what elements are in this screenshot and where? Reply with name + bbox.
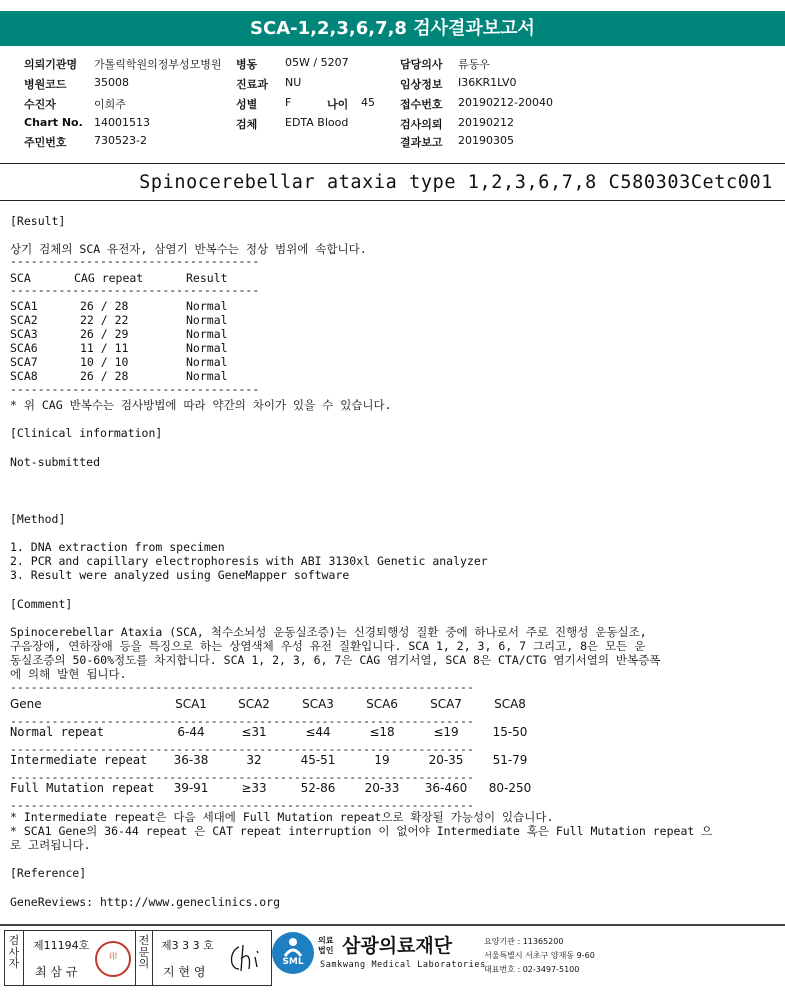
- gene-table-cell: ≤31: [241, 725, 267, 739]
- gene-table-cell: SCA8: [494, 697, 526, 711]
- result-row-sca: SCA2: [10, 313, 38, 327]
- gene-table-cell: 6-44: [177, 725, 205, 739]
- result-row-sca: SCA6: [10, 341, 38, 355]
- result-row-cag: 22 / 22: [80, 313, 129, 327]
- inspector-license: 제11194호: [33, 939, 90, 952]
- gene-table-cell: Intermediate repeat: [10, 753, 148, 767]
- gene-table-cell: 20-35: [428, 753, 464, 767]
- result-row-sca: SCA7: [10, 355, 38, 369]
- age-value: 45: [361, 96, 375, 109]
- receipt-no-value: 20190212-20040: [458, 96, 553, 109]
- gene-table-rule: -------------------------------------------------------------------: [10, 770, 474, 784]
- logo-figure-icon: [280, 936, 306, 958]
- gene-table-cell: 52-86: [300, 781, 336, 795]
- gene-table-cell: Gene: [10, 697, 42, 711]
- gene-table-cell: SCA2: [238, 697, 270, 711]
- patient-value: 이희주: [94, 98, 126, 111]
- result-col-result: Result: [186, 271, 228, 285]
- ward-label: 병동: [236, 58, 258, 71]
- report-date-value: 20190305: [458, 134, 514, 147]
- sex-label: 성별: [236, 98, 258, 111]
- gene-table-cell: 20-33: [364, 781, 400, 795]
- ward-value: 05W / 5207: [285, 56, 349, 69]
- result-rule-mid: ------------------------------------: [10, 283, 260, 297]
- signature-box-divider: [152, 931, 153, 985]
- gene-table-cell: Full Mutation repeat: [10, 781, 155, 795]
- requesting-institution-value: 가톨릭학원의정부성모병원: [94, 58, 222, 71]
- comment-heading: [Comment]: [10, 597, 73, 611]
- gene-table-rule: -------------------------------------------------------------------: [10, 714, 474, 728]
- gene-table-cell: 36-38: [173, 753, 209, 767]
- gene-table-cell: Normal repeat: [10, 725, 104, 739]
- comment-note: 로 고려됩니다.: [10, 838, 91, 852]
- result-row-cag: 10 / 10: [80, 355, 129, 369]
- gene-table-cell: 80-250: [488, 781, 532, 795]
- id-no-value: 730523-2: [94, 134, 147, 147]
- specimen-value: EDTA Blood: [285, 116, 349, 129]
- org-code: 요양기관 : 11365200: [484, 937, 564, 946]
- org-type: 의료법인: [318, 936, 334, 955]
- receipt-no-label: 접수번호: [400, 98, 443, 111]
- comment-line: 동실조증의 50-60%정도를 차지합니다. SCA 1, 2, 3, 6, 7은 CAG 염기서열, SCA 8은 CTA/CTG 염기서열의 반복증폭: [10, 653, 661, 667]
- result-row-result: Normal: [186, 355, 228, 369]
- department-label: 진료과: [236, 78, 268, 91]
- report-date-label: 결과보고: [400, 136, 443, 149]
- result-row-sca: SCA8: [10, 369, 38, 383]
- patient-info-block: [0, 52, 785, 154]
- department-value: NU: [285, 76, 302, 89]
- clinical-heading: [Clinical information]: [10, 426, 163, 440]
- signature-box: [4, 930, 272, 986]
- result-rule-bottom: ------------------------------------: [10, 382, 260, 396]
- sex-value: F: [285, 96, 292, 109]
- result-row-sca: SCA1: [10, 299, 38, 313]
- signature-box-divider: [135, 931, 136, 985]
- logo-text: SML: [282, 957, 304, 967]
- result-note: * 위 CAG 반복수는 검사방법에 따라 약간의 차이가 있을 수 있습니다.: [10, 398, 392, 412]
- patient-label: 수진자: [24, 98, 56, 111]
- inspector-label: 검사자: [8, 934, 20, 970]
- doctor-value: 류동우: [458, 58, 490, 71]
- gene-table-cell: 32: [246, 753, 262, 767]
- result-row-result: Normal: [186, 327, 228, 341]
- result-row-cag: 26 / 28: [80, 299, 129, 313]
- inspector-name: 최 삼 규: [35, 965, 78, 979]
- result-row-sca: SCA3: [10, 327, 38, 341]
- report-title: SCA-1,2,3,6,7,8 검사결과보고서: [0, 11, 785, 46]
- reference-text: GeneReviews: http://www.geneclinics.org: [10, 895, 281, 909]
- result-row-cag: 26 / 29: [80, 327, 129, 341]
- specialist-label: 전문의: [138, 934, 150, 970]
- gene-table-cell: 15-50: [492, 725, 528, 739]
- gene-table-cell: 51-79: [492, 753, 528, 767]
- method-line: 1. DNA extraction from specimen: [10, 540, 225, 554]
- requesting-institution-label: 의뢰기관명: [24, 58, 78, 71]
- reference-heading: [Reference]: [10, 866, 87, 880]
- gene-table-cell: SCA3: [302, 697, 334, 711]
- org-english-name: Samkwang Medical Laboratories: [320, 960, 486, 970]
- comment-line: 에 의해 발현 됩니다.: [10, 667, 127, 681]
- gene-table-cell: SCA6: [366, 697, 398, 711]
- gene-table-cell: 45-51: [300, 753, 336, 767]
- id-no-label: 주민번호: [24, 136, 67, 149]
- comment-note: * Intermediate repeat은 다음 세대에 Full Mutation repeat으로 확장될 가능성이 있습니다.: [10, 810, 554, 824]
- result-summary: 상기 검체의 SCA 유전자, 삼염기 반복수는 정상 범위에 속합니다.: [10, 242, 367, 256]
- org-phone: 대표번호 : 02-3497-5100: [484, 965, 580, 974]
- result-heading: [Result]: [10, 214, 66, 228]
- gene-table-rule: -------------------------------------------------------------------: [10, 742, 474, 756]
- gene-table-cell: 39-91: [173, 781, 209, 795]
- method-line: 2. PCR and capillary electrophoresis with ABI 3130xl Genetic analyzer: [10, 554, 488, 568]
- result-row-result: Normal: [186, 341, 228, 355]
- signature-box-divider: [23, 931, 24, 985]
- report-footer: [0, 930, 785, 986]
- result-rule-top: ------------------------------------: [10, 254, 260, 268]
- gene-table-cell: ≤18: [369, 725, 395, 739]
- gene-table-cell: ≤19: [433, 725, 459, 739]
- test-name-heading: Spinocerebellar ataxia type 1,2,3,6,7,8 C580303Cetc001: [139, 172, 773, 193]
- gene-table-rule: -------------------------------------------------------------------: [10, 798, 474, 812]
- info-divider: [0, 163, 785, 164]
- gene-table-cell: SCA1: [175, 697, 207, 711]
- method-line: 3. Result were analyzed using GeneMapper software: [10, 568, 350, 582]
- specialist-name: 지 현 영: [163, 965, 206, 979]
- specialist-signature-icon: [227, 941, 265, 975]
- gene-table-cell: SCA7: [430, 697, 462, 711]
- hospital-code-label: 병원코드: [24, 78, 67, 91]
- gene-table-rule: -------------------------------------------------------------------: [10, 680, 474, 694]
- org-address: 서울특별시 서초구 양재동 9-60: [484, 951, 595, 960]
- result-row-result: Normal: [186, 313, 228, 327]
- request-date-label: 검사의뢰: [400, 118, 443, 131]
- clinical-info-label: 임상정보: [400, 78, 443, 91]
- specimen-label: 검체: [236, 118, 258, 131]
- specialist-license: 제3 3 3 호: [161, 939, 214, 952]
- result-row-result: Normal: [186, 299, 228, 313]
- doctor-label: 담당의사: [400, 58, 443, 71]
- chart-no-value: 14001513: [94, 116, 150, 129]
- clinical-info-value: I36KR1LV0: [458, 76, 517, 89]
- hospital-code-value: 35008: [94, 76, 129, 89]
- comment-note: * SCA1 Gene의 36-44 repeat 은 CAT repeat interruption 이 없어야 Intermediate 혹은 Full Mutation repeat 으: [10, 824, 713, 838]
- result-col-sca: SCA: [10, 271, 31, 285]
- gene-table-cell: 36-460: [424, 781, 468, 795]
- inspector-seal-icon: 印: [95, 941, 131, 977]
- age-label: 나이: [327, 98, 349, 111]
- comment-line: Spinocerebellar Ataxia (SCA, 척수소뇌성 운동실조증)는 신경퇴행성 질환 중에 하나로서 주로 진행성 운동실조,: [10, 625, 647, 639]
- chart-no-label: Chart No.: [24, 116, 83, 129]
- clinical-text: Not-submitted: [10, 455, 101, 469]
- gene-table-cell: ≥33: [241, 781, 267, 795]
- comment-line: 구음장애, 연하장애 등을 특징으로 하는 상염색체 우성 유전 질환입니다. SCA 1, 2, 3, 6, 7 그리고, 8은 모든 운: [10, 639, 646, 653]
- request-date-value: 20190212: [458, 116, 514, 129]
- footer-divider: [0, 924, 785, 926]
- title-divider: [0, 200, 785, 201]
- result-col-cag: CAG repeat: [74, 271, 144, 285]
- gene-table-cell: 19: [374, 753, 390, 767]
- method-heading: [Method]: [10, 512, 66, 526]
- result-row-cag: 11 / 11: [80, 341, 129, 355]
- result-row-cag: 26 / 28: [80, 369, 129, 383]
- org-name: 삼광의료재단: [342, 935, 453, 957]
- sml-logo-icon: [272, 932, 314, 974]
- gene-table-cell: ≤44: [305, 725, 331, 739]
- result-row-result: Normal: [186, 369, 228, 383]
